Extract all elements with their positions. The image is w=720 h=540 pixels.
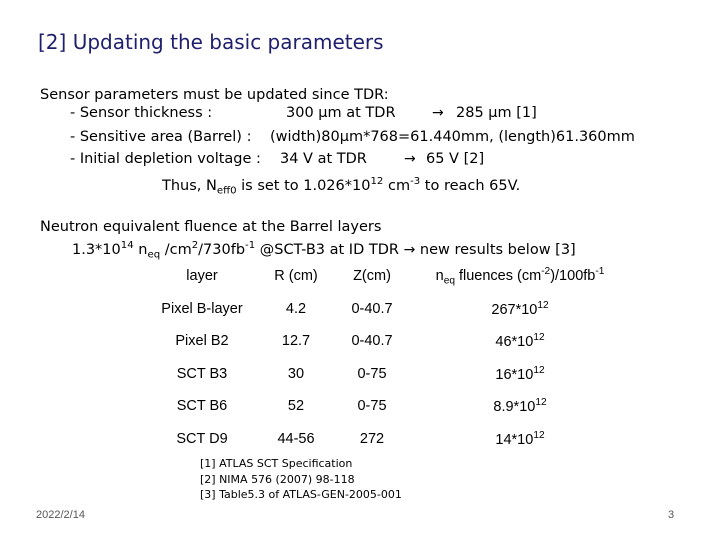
neutron-heading: Neutron equivalent fluence at the Barrel layers	[40, 219, 382, 235]
arrow-right-icon: →	[403, 241, 416, 258]
cell-fluence: $8.9*10^{12}$	[493, 397, 547, 416]
cell-layer: SCT B3	[176, 365, 228, 382]
references	[200, 456, 402, 503]
fluence-table	[146, 260, 630, 455]
thickness-new: 285 μm [1]	[456, 105, 537, 121]
table-header-row	[146, 260, 630, 293]
cell-r: 12.7	[281, 333, 311, 350]
slide-title: [2] Updating the basic parameters	[38, 30, 384, 54]
cell-z: 0-75	[357, 365, 387, 382]
thickness-label: - Sensor thickness :	[70, 105, 213, 121]
reference-item: [1] ATLAS SCT Specification	[200, 457, 353, 470]
cell-fluence: $16*10^{12}$	[495, 364, 545, 383]
cell-layer: SCT D9	[176, 430, 228, 447]
cell-z: 0-40.7	[351, 300, 393, 317]
cell-z: 0-75	[357, 398, 387, 415]
neff-line: Thus, $N_{eff0}$ is set to $1.026*10^{12}$ $cm^{-3}$ to reach 65V.	[162, 176, 521, 197]
depletion-value: 34 V at TDR	[280, 151, 367, 167]
depletion-label: - Initial depletion voltage :	[70, 151, 261, 167]
cell-z: 0-40.7	[351, 333, 393, 350]
cell-fluence: $46*10^{12}$	[495, 332, 545, 351]
cell-layer: Pixel B-layer	[161, 300, 243, 317]
col-header-z: Z(cm)	[353, 268, 391, 285]
cell-fluence: $267*10^{12}$	[491, 299, 549, 318]
cell-z: 272	[359, 430, 385, 447]
reference-item: [3] Table5.3 of ATLAS-GEN-2005-001	[200, 488, 402, 501]
sensor-heading: Sensor parameters must be updated since TDR:	[40, 87, 389, 103]
area-label: - Sensitive area (Barrel) :	[70, 129, 252, 145]
neutron-fluence-line: $1.3*10^{14}$ $n_{eq}$ $/cm^2/730fb^{-1}$ @SCT-B3 at ID TDR → new results below [3]	[72, 240, 576, 261]
col-header-layer: layer	[186, 268, 218, 285]
depletion-new: 65 V [2]	[426, 151, 485, 167]
cell-fluence: $14*10^{12}$	[495, 429, 545, 448]
arrow-right-icon: →	[404, 151, 416, 167]
cell-layer: SCT B6	[176, 398, 228, 415]
col-header-fluence: $n_{eq}$ fluences $(cm^{-2})/100fb^{-1}$	[435, 265, 605, 287]
arrow-right-icon: →	[432, 105, 444, 121]
page-number: 3	[668, 509, 675, 521]
col-header-r: R (cm)	[274, 268, 318, 285]
table-row	[146, 325, 630, 358]
cell-r: 30	[287, 365, 305, 382]
cell-r: 4.2	[285, 300, 307, 317]
table-row	[146, 293, 630, 326]
cell-layer: Pixel B2	[175, 333, 229, 350]
footer-date: 2022/2/14	[36, 509, 85, 521]
cell-r: 44-56	[277, 430, 315, 447]
table-row	[146, 358, 630, 391]
table-row	[146, 390, 630, 423]
reference-item: [2] NIMA 576 (2007) 98-118	[200, 472, 355, 486]
cell-r: 52	[287, 398, 305, 415]
table-row	[146, 423, 630, 456]
thickness-value: 300 μm at TDR	[286, 105, 396, 121]
area-value: (width)80μm*768=61.440mm, (length)61.360mm	[270, 129, 635, 145]
